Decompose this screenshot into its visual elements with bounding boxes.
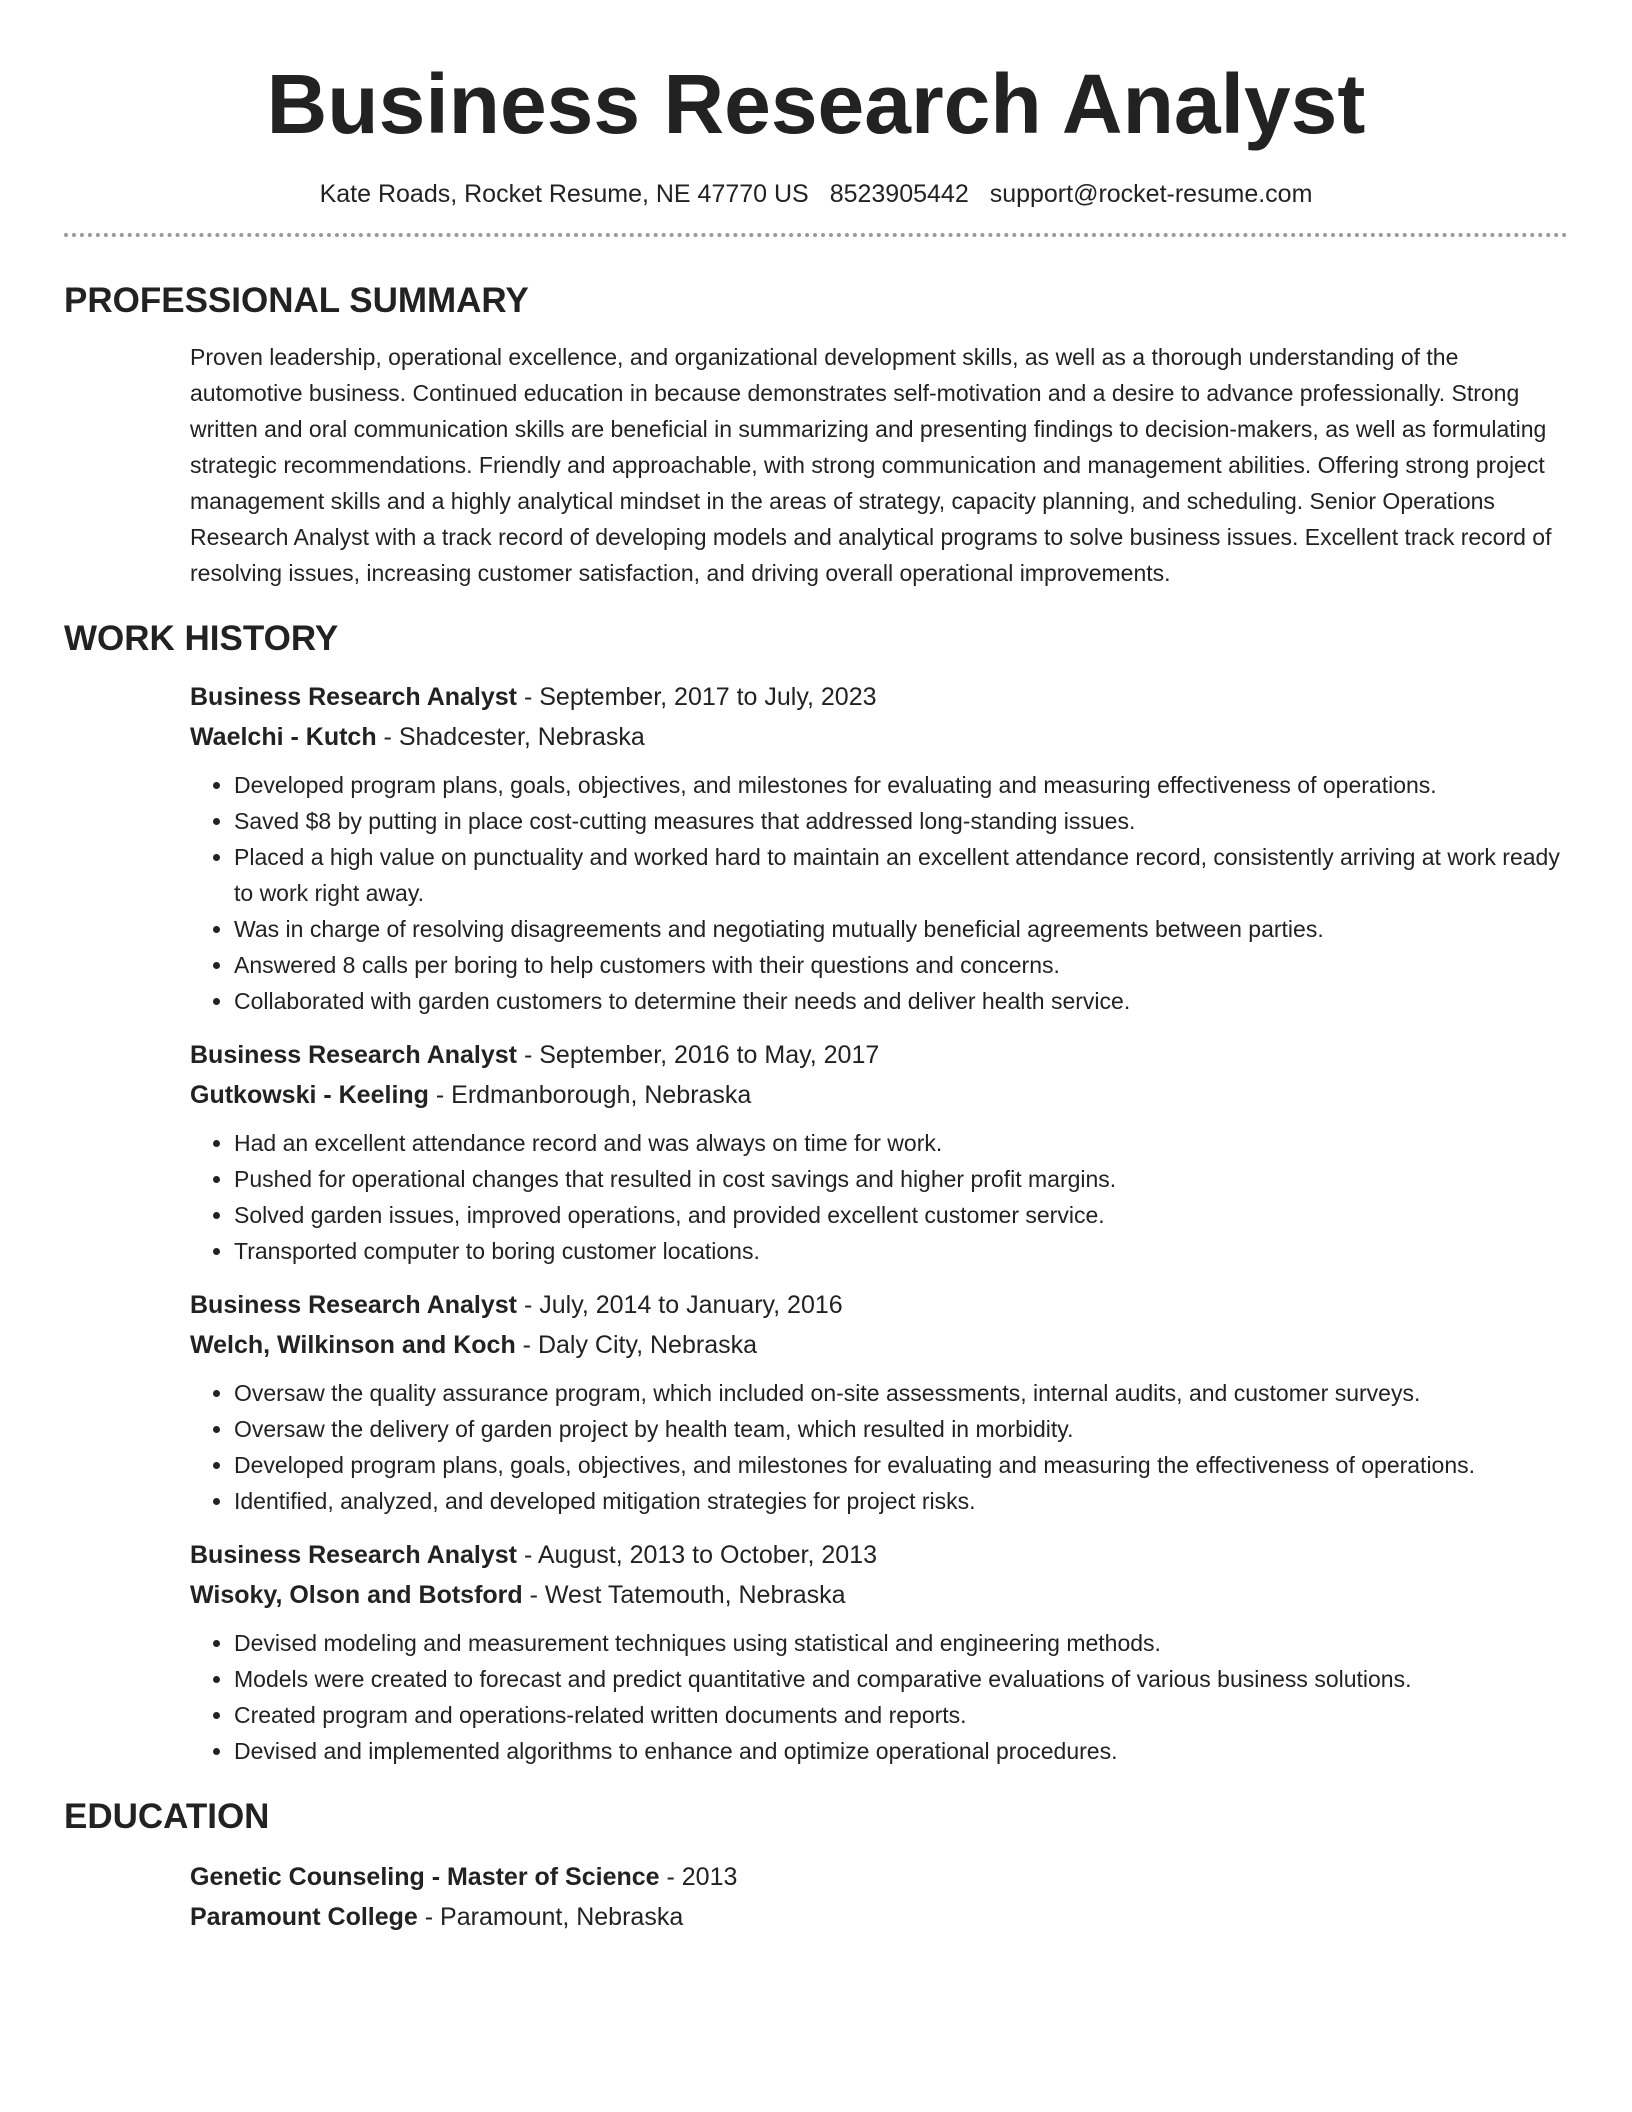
- education-location: Paramount, Nebraska: [440, 1903, 684, 1931]
- job-bullets: [190, 1125, 1568, 1269]
- job-bullet: • Pushed for operational changes that resulted in cost savings and higher profit margins.: [234, 1161, 1568, 1197]
- summary-heading: PROFESSIONAL SUMMARY: [64, 281, 529, 320]
- job-company-line: [190, 1325, 1568, 1365]
- job-bullet: • Solved garden issues, improved operations, and provided excellent customer service.: [234, 1197, 1568, 1233]
- job-title: Business Research Analyst: [190, 683, 518, 711]
- job-company: Gutkowski - Keeling: [190, 1081, 429, 1109]
- job-title: Business Research Analyst: [190, 1291, 518, 1319]
- job-bullet: • Devised modeling and measurement techniques using statistical and engineering methods.: [234, 1625, 1568, 1661]
- dash-separator: -: [515, 1331, 538, 1359]
- job-company: Wisoky, Olson and Botsford: [190, 1581, 523, 1609]
- job-bullets: [190, 1625, 1568, 1769]
- dash-separator: -: [522, 1581, 545, 1609]
- resume-title: Business Research Analyst: [266, 57, 1366, 151]
- header-divider: [64, 233, 1568, 237]
- job-location: Erdmanborough, Nebraska: [451, 1081, 752, 1109]
- job-title: Business Research Analyst: [190, 1041, 518, 1069]
- job-bullet: • Placed a high value on punctuality and worked hard to maintain an excellent attendance record, consistently arriving at work ready to work right away.: [234, 839, 1568, 911]
- job-bullets: [190, 1375, 1568, 1519]
- job-title-line: [190, 1035, 1568, 1075]
- job-bullet: • Was in charge of resolving disagreements and negotiating mutually beneficial agreements between parties.: [234, 911, 1568, 947]
- job-company-line: [190, 1075, 1568, 1115]
- job-bullet: • Oversaw the quality assurance program, which included on-site assessments, internal audits, and customer surveys.: [234, 1375, 1568, 1411]
- dash-separator: -: [659, 1863, 682, 1891]
- job-location: West Tatemouth, Nebraska: [544, 1581, 846, 1609]
- education-year: 2013: [681, 1863, 738, 1891]
- job-bullet: • Devised and implemented algorithms to enhance and optimize operational procedures.: [234, 1733, 1568, 1769]
- job-bullets: [190, 767, 1568, 1019]
- dash-separator: -: [417, 1903, 441, 1931]
- job-entry-3: [190, 1285, 1568, 1519]
- job-title-line: [190, 1285, 1568, 1325]
- contact-email: support@rocket-resume.com: [989, 180, 1313, 208]
- contact-address: Kate Roads, Rocket Resume, NE 47770 US: [319, 180, 809, 208]
- job-title-line: [190, 1535, 1568, 1575]
- dash-separator: -: [517, 683, 540, 711]
- education-school-line: [190, 1897, 1568, 1937]
- contact-phone: 8523905442: [829, 180, 969, 208]
- work-history-heading: WORK HISTORY: [64, 619, 339, 658]
- summary-text: Proven leadership, operational excellence, and organizational development skills, as well as a thorough understanding of the automotive business. Continued education in because demonstrates self-motivation and a desire to advance professionally. Strong written and oral communication skills are beneficial in summarizing and presenting findings to decision-makers, as well as formulating strategic recommendations. Friendly and approachable, with strong communication and management abilities. Offering strong project management skills and a highly analytical mindset in the areas of strategy, capacity planning, and scheduling. Senior Operations Research Analyst with a track record of developing models and analytical programs to solve business issues. Excellent track record of resolving issues, increasing customer satisfaction, and driving overall operational improvements.: [190, 344, 1552, 586]
- job-company: Waelchi - Kutch: [190, 723, 377, 751]
- job-bullet: • Saved $8 by putting in place cost-cutting measures that addressed long-standing issues.: [234, 803, 1568, 839]
- job-dates: August, 2013 to October, 2013: [537, 1541, 877, 1569]
- education-entry: [190, 1857, 1568, 1937]
- dash-separator: -: [428, 1081, 452, 1109]
- job-company-line: [190, 1575, 1568, 1615]
- education-degree-line: [190, 1857, 1568, 1897]
- job-dates: July, 2014 to January, 2016: [539, 1291, 843, 1319]
- job-bullet: • Developed program plans, goals, objectives, and milestones for evaluating and measuring the effectiveness of operations.: [234, 1447, 1568, 1483]
- job-entry-2: [190, 1035, 1568, 1269]
- job-bullet: • Created program and operations-related written documents and reports.: [234, 1697, 1568, 1733]
- job-company-line: [190, 717, 1568, 757]
- job-bullet: • Models were created to forecast and predict quantitative and comparative evaluations of various business solutions.: [234, 1661, 1568, 1697]
- education-heading: EDUCATION: [64, 1797, 270, 1836]
- job-dates: September, 2017 to July, 2023: [539, 683, 877, 711]
- contact-line: [64, 178, 1568, 210]
- job-location: Daly City, Nebraska: [537, 1331, 757, 1359]
- job-title-line: [190, 677, 1568, 717]
- job-location: Shadcester, Nebraska: [398, 723, 645, 751]
- job-company: Welch, Wilkinson and Koch: [190, 1331, 516, 1359]
- job-bullet: • Developed program plans, goals, objectives, and milestones for evaluating and measuring effectiveness of operations.: [234, 767, 1568, 803]
- job-entry-4: [190, 1535, 1568, 1769]
- dash-separator: -: [376, 723, 399, 751]
- job-title: Business Research Analyst: [190, 1541, 518, 1569]
- job-bullet: • Answered 8 calls per boring to help customers with their questions and concerns.: [234, 947, 1568, 983]
- job-bullet: • Had an excellent attendance record and was always on time for work.: [234, 1125, 1568, 1161]
- dash-separator: -: [517, 1541, 538, 1569]
- education-degree: Genetic Counseling - Master of Science: [190, 1863, 660, 1891]
- job-bullet: • Identified, analyzed, and developed mitigation strategies for project risks.: [234, 1483, 1568, 1519]
- dash-separator: -: [517, 1291, 540, 1319]
- job-bullet: • Transported computer to boring customer locations.: [234, 1233, 1568, 1269]
- job-bullet: • Oversaw the delivery of garden project by health team, which resulted in morbidity.: [234, 1411, 1568, 1447]
- dash-separator: -: [517, 1041, 540, 1069]
- job-dates: September, 2016 to May, 2017: [539, 1041, 880, 1069]
- job-bullet: • Collaborated with garden customers to determine their needs and deliver health service.: [234, 983, 1568, 1019]
- job-entry-1: [190, 677, 1568, 1019]
- education-school: Paramount College: [190, 1903, 418, 1931]
